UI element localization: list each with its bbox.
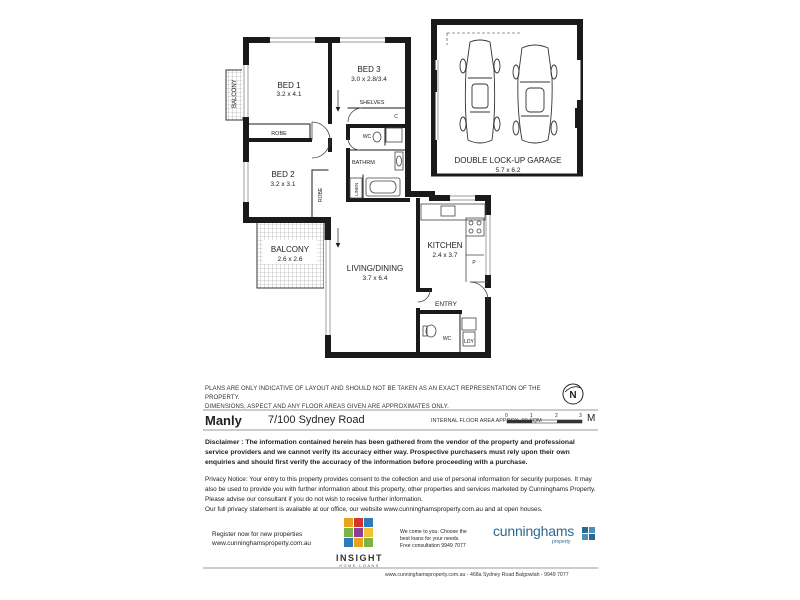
garage-size: 5.7 x 6.2 — [495, 167, 521, 174]
plan-notice-line1: PLANS ARE ONLY INDICATIVE OF LAYOUT AND SHOULD NOT BE TAKEN AS AN EXACT REPRESENTATION OF THE PROPERTY. — [205, 386, 541, 401]
loans-line3: Free consultation 9949 7077 — [400, 543, 466, 549]
scale — [503, 412, 598, 430]
privacy-notice — [205, 475, 600, 515]
kitchen-label: KITCHEN — [427, 241, 463, 250]
compass-label: N — [569, 390, 577, 401]
scale-tick-0: 0 — [505, 413, 508, 419]
register-link[interactable]: www.cunninghamsproperty.com.au — [212, 540, 311, 547]
floor-area: INTERNAL FLOOR AREA APPROX. 90 SQM — [431, 418, 542, 424]
bed2-label: BED 2 — [271, 170, 295, 179]
entry-label: ENTRY — [435, 301, 457, 308]
bed3-size: 3.0 x 2.8/3.4 — [351, 76, 387, 83]
scale-tick-3: 3 — [579, 413, 582, 419]
bathrm-label: BATHRM — [352, 160, 375, 166]
contact-line: www.cunninghamsproperty.com.au - 468a Sydney Road Balgowlah - 9949 7077 — [385, 572, 569, 578]
disclaimer: Disclaimer : The information contained herein has been gathered from the vendor of the property and professional service providers and we cannot verify its accuracy either way. Prospective purchasers must rely upon their own enquiries and should first verify the accuracy of the information before proceeding with a purchase. — [205, 439, 575, 466]
garage-walls — [431, 22, 583, 175]
car-left — [460, 40, 500, 143]
plan-notice-line2: DIMENSIONS, ASPECT AND ANY FLOOR AREAS GIVEN ARE APPROXIMATES ONLY. — [205, 404, 449, 410]
cupboard-label: C — [394, 114, 398, 120]
kitchen-size: 2.4 x 3.7 — [432, 252, 458, 259]
scale-unit: M — [587, 413, 596, 424]
scale-tick-1: 1 — [530, 413, 533, 419]
balcony-lower-label: BALCONY — [270, 245, 310, 254]
living-label: LIVING/DINING — [346, 264, 404, 273]
plan-notice — [205, 385, 550, 412]
robe-bed1-label: ROBE — [271, 131, 287, 137]
suburb: Manly — [205, 413, 242, 428]
living-size: 3.7 x 6.4 — [362, 275, 388, 282]
garage-label: DOUBLE LOCK-UP GARAGE — [454, 156, 562, 165]
loans-line1: We come to you. Choose the — [400, 529, 467, 535]
register-block — [212, 530, 311, 548]
wc-upper-label: WC — [362, 134, 372, 140]
brand-sub: property — [552, 539, 571, 545]
compass-icon — [563, 384, 583, 404]
address: 7/100 Sydney Road — [268, 414, 365, 426]
bed1-size: 3.2 x 4.1 — [276, 91, 302, 98]
robe-bed2-label: ROBE — [318, 187, 324, 202]
privacy-paragraph-1: Privacy Notice: Your entry to this property provides consent to the collection and use of personal information for security purposes. It may also be used to provide you with further information about this property, other properties and services marketed by Cunninghams Property. Please advise our consultant if you do not wish to receive further information. — [205, 476, 596, 503]
privacy-paragraph-2: Our full privacy statement is available at our office, our website www.cunninghamsproperty.com.au and at open houses. — [205, 506, 543, 513]
linen-label: LINEN — [354, 182, 359, 196]
insight-sub: HOME LOANS — [339, 564, 380, 568]
loans-block — [400, 529, 467, 550]
wc-lower-label: WC — [442, 336, 452, 342]
bed3-label: BED 3 — [357, 65, 381, 74]
loans-line2: best loans for your needs. — [400, 536, 460, 542]
shelves-label: SHELVES — [359, 100, 385, 106]
car-right — [513, 45, 557, 143]
laundry-label: LDY — [464, 339, 474, 345]
bed2-size: 3.2 x 3.1 — [270, 181, 296, 188]
brand-name: cunninghams — [493, 523, 575, 539]
scale-tick-2: 2 — [555, 413, 558, 419]
balcony-upper-label: BALCONY — [232, 79, 238, 108]
listing-bar — [203, 412, 598, 430]
cunninghams-logo-icon — [582, 527, 595, 540]
pantry-label: P — [472, 260, 476, 266]
insight-name: INSIGHT — [335, 553, 383, 563]
register-line1: Register now for new properties — [212, 531, 303, 538]
bed1-label: BED 1 — [277, 81, 301, 90]
balcony-lower-size: 2.6 x 2.6 — [277, 256, 303, 263]
insight-logo-icon — [344, 518, 373, 547]
